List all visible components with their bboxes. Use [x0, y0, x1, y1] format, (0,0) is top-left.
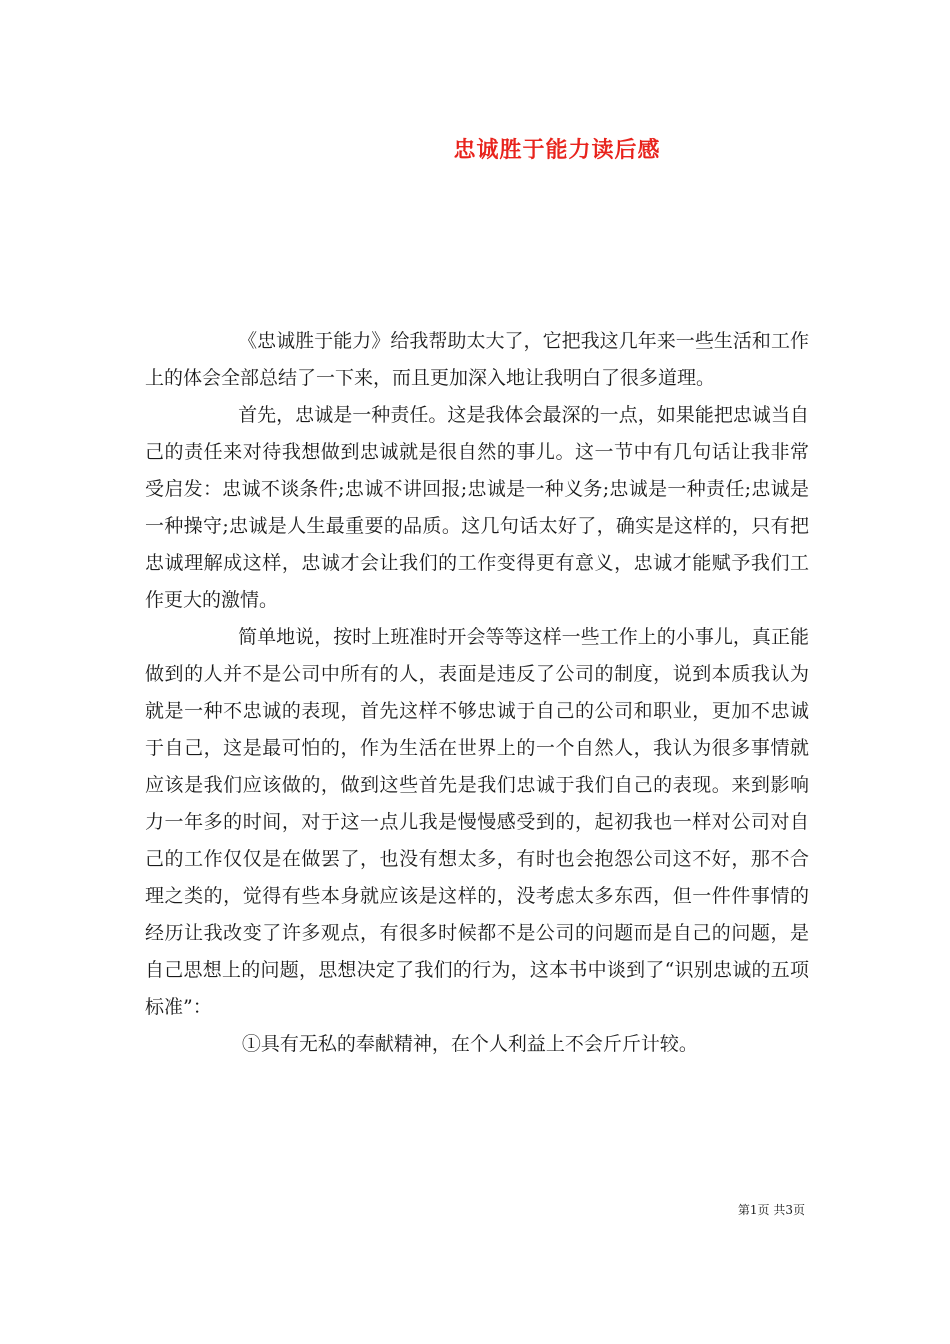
page-footer: 第1页 共3页 — [737, 1203, 805, 1217]
document-title: 忠诚胜于能力读后感 — [453, 137, 661, 163]
paragraph-3: 简单地说，按时上班准时开会等等这样一些工作上的小事儿，真正能做到的人并不是公司中所有的人，表面是违反了公司的制度，说到本质我认为就是一种不忠诚的表现，首先这样不够忠诚于自己的公司和职业，更加不忠诚于自己，这是最可怕的，作为生活在世界上的一个自然人，我认为很多事情就应该是我们应该做的，做到这些首先是我们忠诚于我们自己的表现。来到影响力一年多的时间，对于这一点儿我是慢慢感受到的，起初我也一样对公司对自己的工作仅仅是在做罢了，也没有想太多，有时也会抱怨公司这不好，那不合理之类的，觉得有些本身就应该是这样的，没考虑太多东西，但一件件事情的经历让我改变了许多观点，有很多时候都不是公司的问题而是自己的问题，是自己思想上的问题，思想决定了我们的行为，这本书中谈到了“识别忠诚的五项标准”： — [145, 626, 809, 1018]
paragraph-2: 首先，忠诚是一种责任。这是我体会最深的一点，如果能把忠诚当自己的责任来对待我想做到忠诚就是很自然的事儿。这一节中有几句话让我非常受启发：忠诚不谈条件;忠诚不讲回报;忠诚是一种义务;忠诚是一种责任;忠诚是一种操守;忠诚是人生最重要的品质。这几句话太好了，确实是这样的，只有把忠诚理解成这样，忠诚才会让我们的工作变得更有意义，忠诚才能赋予我们工作更大的激情。 — [145, 404, 809, 611]
paragraph-1: 《忠诚胜于能力》给我帮助太大了，它把我这几年来一些生活和工作上的体会全部总结了一下来，而且更加深入地让我明白了很多道理。 — [145, 330, 809, 389]
list-item-1: ①具有无私的奉献精神，在个人利益上不会斤斤计较。 — [241, 1033, 698, 1055]
document-body — [145, 323, 809, 1063]
